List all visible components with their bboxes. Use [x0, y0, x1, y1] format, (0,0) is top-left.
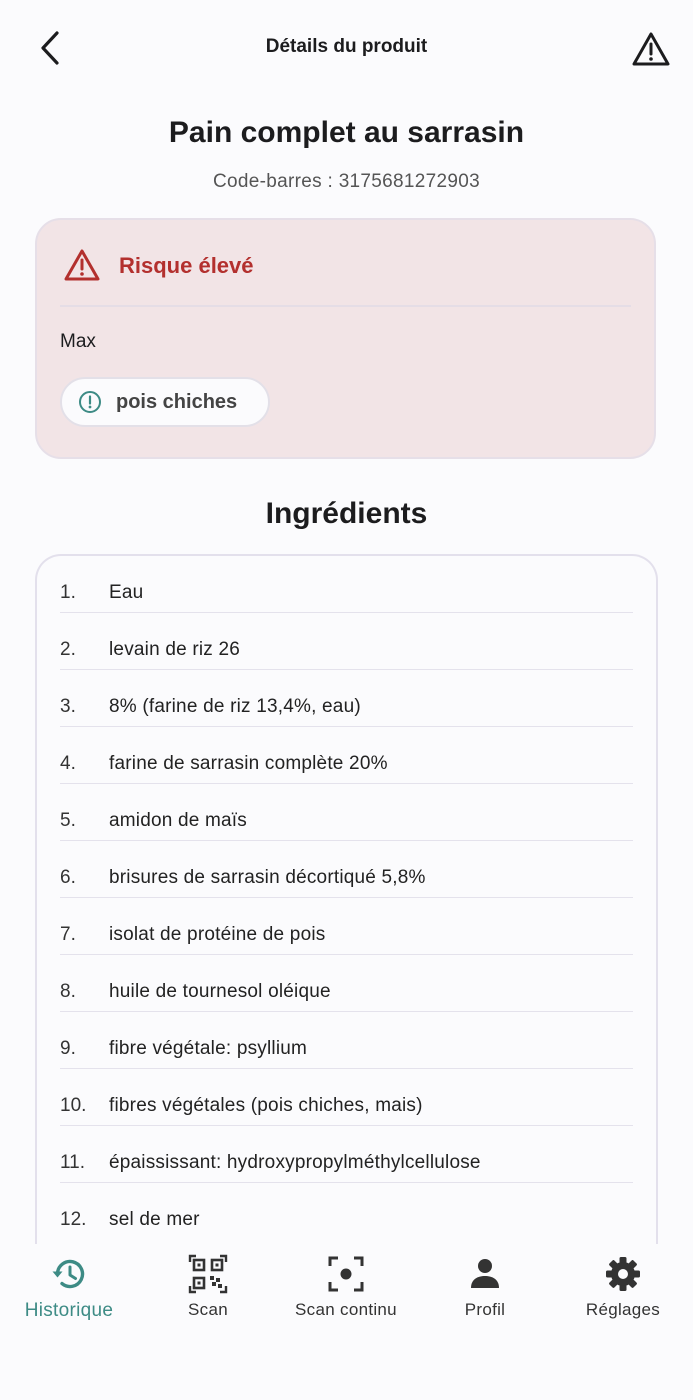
- item-number: 4.: [60, 753, 76, 774]
- risk-card: [35, 218, 656, 459]
- ingredient-text: Eau: [109, 582, 144, 603]
- item-number: 8.: [60, 981, 76, 1002]
- item-number: 5.: [60, 810, 76, 831]
- nav-label: Scan continu: [295, 1300, 397, 1319]
- warning-triangle-icon: [63, 248, 101, 282]
- list-item: [60, 1126, 633, 1183]
- ingredient-text: 8% (farine de riz 13,4%, eau): [109, 696, 361, 717]
- risk-level-label: Risque élevé: [119, 253, 254, 278]
- list-item: [60, 1012, 633, 1069]
- ingredient-text: amidon de maïs: [109, 810, 247, 831]
- person-icon: [465, 1254, 505, 1294]
- list-item: [60, 1069, 633, 1126]
- barcode-text: [0, 171, 693, 193]
- item-number: 2.: [60, 639, 76, 660]
- allergen-label: pois chiches: [116, 390, 238, 413]
- report-button[interactable]: [629, 28, 673, 70]
- list-item: [60, 841, 633, 898]
- gear-icon: [603, 1254, 643, 1294]
- item-number: 6.: [60, 867, 76, 888]
- item-number: 12.: [60, 1209, 87, 1230]
- ingredients-list: [35, 554, 658, 1254]
- item-number: 3.: [60, 696, 76, 717]
- allergen-chip[interactable]: [60, 377, 270, 427]
- list-item: [60, 784, 633, 841]
- ingredient-text: isolat de protéine de pois: [109, 924, 326, 945]
- bottom-navigation: [0, 1244, 693, 1400]
- list-item: [60, 898, 633, 955]
- qr-code-icon: [188, 1254, 228, 1294]
- page-title: Détails du produit: [265, 36, 428, 57]
- ingredient-text: brisures de sarrasin décortiqué 5,8%: [109, 867, 426, 888]
- nav-item-history[interactable]: [0, 1254, 138, 1334]
- history-icon: [49, 1254, 89, 1294]
- nav-label: Historique: [24, 1300, 114, 1321]
- list-item: [60, 556, 633, 613]
- ingredient-text: farine de sarrasin complète 20%: [109, 753, 388, 774]
- item-number: 10.: [60, 1095, 87, 1116]
- ingredient-text: levain de riz 26: [109, 639, 240, 660]
- barcode-label: Code-barres :: [213, 171, 334, 192]
- ingredient-text: épaississant: hydroxypropylméthylcellulose: [109, 1152, 481, 1173]
- warning-triangle-icon: [631, 31, 671, 67]
- ingredient-text: fibre végétale: psyllium: [109, 1038, 308, 1059]
- product-name: Pain complet au sarrasin: [168, 116, 525, 149]
- list-item: [60, 613, 633, 670]
- divider: [60, 305, 631, 307]
- list-item: [60, 670, 633, 727]
- item-number: 1.: [60, 582, 76, 603]
- ingredients-heading: Ingrédients: [265, 497, 428, 530]
- barcode-value: 3175681272903: [338, 171, 480, 192]
- nav-label: Profil: [464, 1300, 506, 1319]
- nav-label: Scan: [188, 1300, 228, 1319]
- list-item: [60, 1183, 633, 1240]
- nav-label: Réglages: [585, 1300, 661, 1319]
- list-item: [60, 727, 633, 784]
- list-item: [60, 955, 633, 1012]
- profile-name: Max: [60, 331, 96, 352]
- nav-item-settings[interactable]: [554, 1254, 692, 1334]
- nav-item-profile[interactable]: [416, 1254, 554, 1334]
- item-number: 7.: [60, 924, 76, 945]
- ingredient-text: fibres végétales (pois chiches, mais): [109, 1095, 423, 1116]
- ingredient-text: huile de tournesol oléique: [109, 981, 331, 1002]
- item-number: 11.: [60, 1152, 86, 1173]
- ingredient-text: sel de mer: [109, 1209, 200, 1230]
- scan-frame-icon: [326, 1254, 366, 1294]
- nav-item-continuous-scan[interactable]: [277, 1254, 415, 1334]
- info-circle-icon: [78, 390, 102, 414]
- nav-item-scan[interactable]: [139, 1254, 277, 1334]
- top-app-bar: [0, 0, 693, 96]
- item-number: 9.: [60, 1038, 76, 1059]
